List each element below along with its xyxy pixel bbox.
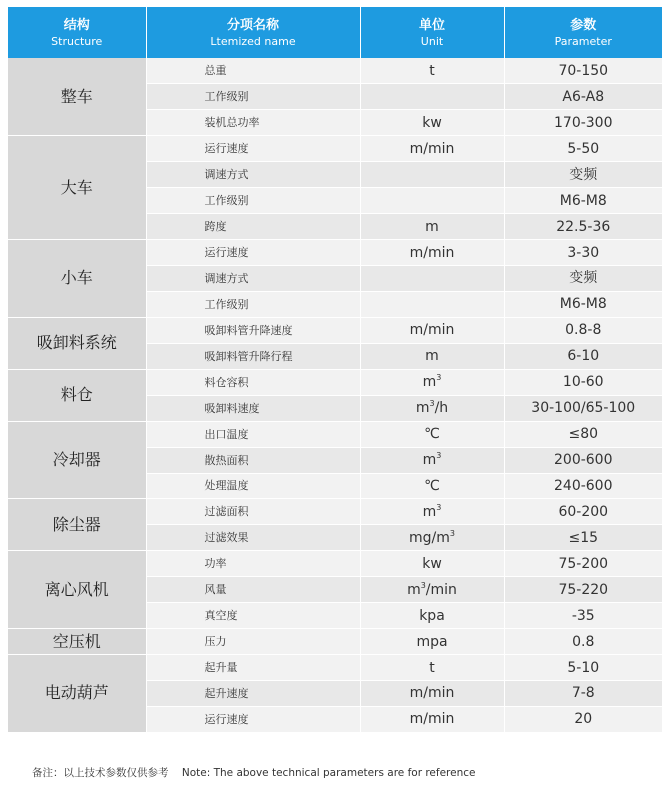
unit-cell (360, 58, 504, 84)
table-row (8, 58, 662, 84)
item-name-cell: 起升量 (146, 655, 360, 681)
item-name-cell: 真空度 (146, 603, 360, 629)
table-row (8, 369, 662, 395)
parameter-cell: 60-200 (504, 499, 662, 525)
unit-cell (360, 499, 504, 525)
spec-table-wrapper (8, 7, 662, 733)
unit-text: t (429, 62, 435, 79)
unit-cell (360, 421, 504, 447)
unit-cell (360, 655, 504, 681)
header-structure-en: Structure (51, 34, 103, 48)
parameter-cell: 0.8 (504, 629, 662, 655)
header-param-zh: 参数 (570, 17, 597, 33)
structure-cell: 大车 (8, 136, 146, 240)
unit-text: mg/m (409, 529, 450, 546)
parameter-cell: ≤80 (504, 421, 662, 447)
parameter-cell: 3-30 (504, 240, 662, 266)
header-item-zh: 分项名称 (226, 17, 279, 33)
unit-cell (360, 473, 504, 499)
table-row (8, 629, 662, 655)
parameter-cell: 30-100/65-100 (504, 395, 662, 421)
parameter-cell: 22.5-36 (504, 214, 662, 240)
unit-text: mpa (416, 633, 448, 650)
table-row (8, 421, 662, 447)
item-name-cell: 工作级别 (146, 84, 360, 110)
unit-cell (360, 136, 504, 162)
header-structure (8, 7, 146, 58)
structure-cell: 冷却器 (8, 421, 146, 499)
item-name-cell: 起升速度 (146, 681, 360, 707)
parameter-cell: 0.8-8 (504, 317, 662, 343)
item-name-cell: 调速方式 (146, 266, 360, 292)
item-name-cell: 跨度 (146, 214, 360, 240)
table-header (8, 7, 662, 58)
table-row (8, 655, 662, 681)
item-name-cell: 调速方式 (146, 162, 360, 188)
unit-cell (360, 395, 504, 421)
parameter-cell: 240-600 (504, 473, 662, 499)
unit-text: kw (422, 555, 442, 572)
table-row (8, 499, 662, 525)
unit-tail: /h (434, 400, 449, 417)
unit-cell (360, 603, 504, 629)
item-name-cell: 压力 (146, 629, 360, 655)
unit-cell (360, 577, 504, 603)
unit-cell (360, 188, 504, 214)
header-item (146, 7, 360, 58)
parameter-cell: 75-220 (504, 577, 662, 603)
item-name-cell: 运行速度 (146, 136, 360, 162)
header-unit-en: Unit (420, 34, 444, 48)
parameter-cell: 170-300 (504, 110, 662, 136)
parameter-cell: M6-M8 (504, 188, 662, 214)
unit-text: m/min (409, 711, 455, 728)
table-row (8, 317, 662, 343)
structure-cell: 吸卸料系统 (8, 317, 146, 369)
item-name-cell: 处理温度 (146, 473, 360, 499)
item-name-cell: 料仓容积 (146, 369, 360, 395)
header-item-en: Ltemized name (210, 34, 296, 48)
parameter-cell: 5-10 (504, 655, 662, 681)
parameter-cell: 20 (504, 706, 662, 732)
unit-superscript: 3 (420, 580, 426, 590)
header-unit-zh: 单位 (418, 17, 445, 33)
item-name-cell: 出口温度 (146, 421, 360, 447)
parameter-cell: 变频 (504, 266, 662, 292)
unit-superscript: 3 (429, 399, 435, 409)
unit-cell (360, 681, 504, 707)
unit-cell (360, 240, 504, 266)
structure-cell: 小车 (8, 240, 146, 318)
unit-cell (360, 291, 504, 317)
item-name-cell: 功率 (146, 551, 360, 577)
unit-text: m (425, 348, 439, 365)
unit-text: ℃ (424, 477, 440, 494)
unit-text: m (425, 218, 439, 235)
unit-text: ℃ (424, 426, 440, 443)
header-unit (360, 7, 504, 58)
unit-superscript: 3 (436, 502, 442, 512)
item-name-cell: 运行速度 (146, 706, 360, 732)
parameter-cell: 变频 (504, 162, 662, 188)
structure-cell: 空压机 (8, 629, 146, 655)
unit-text: m/min (409, 244, 455, 261)
unit-cell (360, 369, 504, 395)
unit-cell (360, 266, 504, 292)
parameter-cell: 75-200 (504, 551, 662, 577)
unit-cell (360, 317, 504, 343)
spec-table (8, 7, 662, 733)
unit-superscript: 3 (436, 451, 442, 461)
unit-text: m (415, 400, 430, 417)
unit-cell (360, 629, 504, 655)
structure-cell: 电动葫芦 (8, 655, 146, 733)
item-name-cell: 运行速度 (146, 240, 360, 266)
unit-text: m (422, 374, 437, 391)
footnote-en: Note: The above technical parameters are for reference (181, 767, 476, 779)
unit-cell (360, 447, 504, 473)
unit-cell (360, 214, 504, 240)
unit-cell (360, 110, 504, 136)
unit-text: m (422, 452, 437, 469)
unit-cell (360, 84, 504, 110)
structure-cell: 料仓 (8, 369, 146, 421)
item-name-cell: 吸卸料管升降速度 (146, 317, 360, 343)
structure-cell: 整车 (8, 58, 146, 136)
table-row (8, 240, 662, 266)
structure-cell: 离心风机 (8, 551, 146, 629)
footnote-zh: 备注：以上技术参数仅供参考 (32, 767, 169, 779)
parameter-cell: 5-50 (504, 136, 662, 162)
header-param-en: Parameter (554, 34, 612, 48)
item-name-cell: 工作级别 (146, 291, 360, 317)
parameter-cell: M6-M8 (504, 291, 662, 317)
unit-text: m/min (409, 685, 455, 702)
header-row (8, 7, 662, 58)
parameter-cell: 70-150 (504, 58, 662, 84)
unit-superscript: 3 (436, 373, 442, 383)
unit-text: m/min (409, 322, 455, 339)
table-row (8, 551, 662, 577)
unit-cell (360, 706, 504, 732)
table-body (8, 58, 662, 732)
parameter-cell: 10-60 (504, 369, 662, 395)
header-structure-zh: 结构 (63, 17, 90, 33)
parameter-cell: 6-10 (504, 343, 662, 369)
item-name-cell: 散热面积 (146, 447, 360, 473)
table-row (8, 136, 662, 162)
unit-text: m/min (409, 140, 455, 157)
unit-text: kpa (419, 607, 445, 624)
unit-text: t (429, 659, 435, 676)
structure-cell: 除尘器 (8, 499, 146, 551)
unit-cell (360, 551, 504, 577)
unit-text: m (422, 503, 437, 520)
item-name-cell: 总重 (146, 58, 360, 84)
unit-cell (360, 343, 504, 369)
header-param (504, 7, 662, 58)
item-name-cell: 装机总功率 (146, 110, 360, 136)
item-name-cell: 工作级别 (146, 188, 360, 214)
footnote (32, 765, 486, 780)
parameter-cell: 200-600 (504, 447, 662, 473)
item-name-cell: 过滤效果 (146, 525, 360, 551)
unit-cell (360, 525, 504, 551)
item-name-cell: 风量 (146, 577, 360, 603)
unit-superscript: 3 (449, 528, 455, 538)
unit-text: kw (422, 114, 442, 131)
item-name-cell: 吸卸料管升降行程 (146, 343, 360, 369)
unit-text: m (407, 581, 421, 598)
unit-cell (360, 162, 504, 188)
item-name-cell: 过滤面积 (146, 499, 360, 525)
unit-tail: /min (425, 581, 457, 598)
parameter-cell: 7-8 (504, 681, 662, 707)
parameter-cell: -35 (504, 603, 662, 629)
item-name-cell: 吸卸料速度 (146, 395, 360, 421)
parameter-cell: A6-A8 (504, 84, 662, 110)
parameter-cell: ≤15 (504, 525, 662, 551)
